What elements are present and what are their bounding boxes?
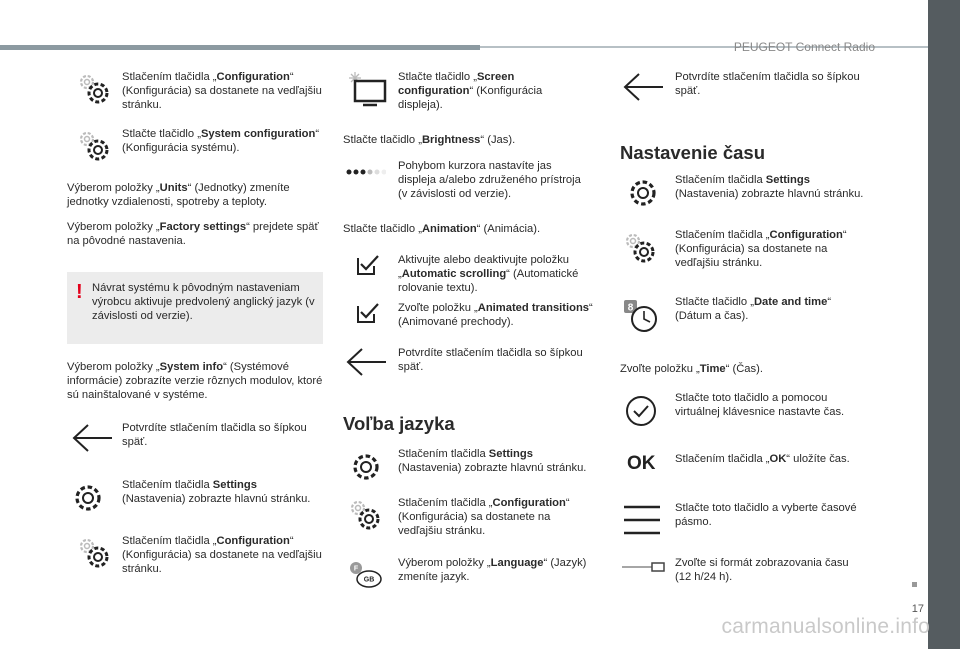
- instruction-configuration: Stlačením tlačidla „Configuration“ (Konfigurácia) sa dostanete na vedľajšiu stránku.: [122, 71, 322, 111]
- language-flag-icon: [347, 560, 385, 590]
- instruction-settings: Stlačením tlačidla Settings (Nastavenia) zobrazte hlavnú stránku.: [122, 479, 311, 505]
- instruction-time-format: Zvoľte si formát zobrazovania času (12 h/24 h).: [675, 557, 849, 583]
- screen-brightness-icon: [345, 70, 387, 108]
- instruction-brightness-cursor: Pohybom kurzora nastavíte jas displeja a/alebo združeného prístroja (v závislosti od verzie).: [398, 160, 581, 200]
- running-header-title: PEUGEOT Connect Radio: [733, 40, 875, 54]
- paragraph-factory-settings: Výberom položky „Factory settings“ prejdete späť na pôvodné nastavenia.: [67, 221, 319, 247]
- instruction-system-configuration: Stlačte tlačidlo „System configuration“ (Konfigurácia systému).: [122, 128, 320, 154]
- instruction-back-3: Potvrdíte stlačením tlačidla so šípkou späť.: [675, 71, 860, 97]
- instruction-save-time: Stlačením tlačidla „OK“ uložíte čas.: [675, 453, 850, 465]
- paragraph-brightness: Stlačte tlačidlo „Brightness“ (Jas).: [343, 134, 516, 146]
- configuration-gears-icon-4: [622, 230, 658, 266]
- warning-note-text: Návrat systému k pôvodným nastaveniam výrobcu aktivuje predvolený anglický jazyk (v závislosti od verzie).: [92, 282, 315, 322]
- instruction-animated-transitions: Zvoľte položku „Animated transitions“ (Animované prechody).: [398, 302, 593, 328]
- settings-gear-icon: [70, 480, 106, 516]
- paragraph-time: Zvoľte položku „Time“ (Čas).: [620, 363, 763, 375]
- checkbox-checked-icon-2: [356, 302, 380, 324]
- brightness-slider-icon: [346, 166, 386, 178]
- warning-exclamation-icon: !: [76, 281, 83, 303]
- date-time-clock-icon: [622, 298, 662, 334]
- watermark: carmanualsonline.info: [721, 615, 930, 638]
- heading-time-setting: Nastavenie času: [620, 142, 766, 163]
- system-configuration-gears-icon: [76, 128, 112, 164]
- back-arrow-icon: [70, 423, 114, 453]
- settings-gear-icon-3: [625, 175, 661, 211]
- heading-language: Voľba jazyka: [343, 413, 455, 434]
- instruction-configuration-2: Stlačením tlačidla „Configuration“ (Konfigurácia) sa dostanete na vedľajšiu stránku.: [122, 535, 322, 575]
- page-side-strip: [928, 0, 960, 649]
- warning-note: [67, 272, 323, 344]
- ok-button-icon: OK: [627, 453, 656, 474]
- date-badge-number: 8: [627, 302, 634, 314]
- instruction-back: Potvrdíte stlačením tlačidla so šípkou späť.: [122, 422, 307, 448]
- instruction-language: Výberom položky „Language“ (Jazyk) zmeníte jazyk.: [398, 557, 587, 583]
- back-arrow-icon-3: [621, 72, 665, 102]
- language-icon-gb: GB: [363, 576, 375, 584]
- configuration-gears-icon-2: [76, 535, 112, 571]
- language-icon-f: F: [353, 565, 359, 573]
- instruction-configuration-4: Stlačením tlačidla „Configuration“ (Konfigurácia) sa dostanete na vedľajšiu stránku.: [675, 229, 847, 269]
- header-accent-bar: [0, 45, 480, 50]
- back-arrow-icon-2: [344, 347, 388, 377]
- checkbox-checked-icon: [356, 254, 380, 276]
- instruction-settings-2: Stlačením tlačidla Settings (Nastavenia) zobrazte hlavnú stránku.: [398, 448, 587, 474]
- configuration-gears-icon: [76, 71, 112, 107]
- instruction-screen-configuration: Stlačte tlačidlo „Screen configuration“ (Konfigurácia displeja).: [398, 71, 543, 111]
- instruction-configuration-3: Stlačením tlačidla „Configuration“ (Konfigurácia) sa dostanete na vedľajšiu stránku.: [398, 497, 570, 537]
- instruction-virtual-keyboard: Stlačte toto tlačidlo a pomocou virtuálnej klávesnice nastavte čas.: [675, 392, 845, 418]
- instruction-automatic-scrolling: Aktivujte alebo deaktivujte položku „Automatic scrolling“ (Automatické rolovanie textu).: [398, 254, 579, 294]
- page-number: 17: [911, 603, 924, 615]
- instruction-settings-3: Stlačením tlačidla Settings (Nastavenia) zobrazte hlavnú stránku.: [675, 174, 864, 200]
- confirm-checkmark-icon: [624, 394, 658, 428]
- page-marker: [912, 582, 917, 587]
- paragraph-animation: Stlačte tlačidlo „Animation“ (Animácia).: [343, 223, 541, 235]
- paragraph-system-info: Výberom položky „System info“ (Systémové informácie) zobrazíte verzie rôznych modulov, ktoré sú nainštalované v systéme.: [67, 361, 323, 401]
- configuration-gears-icon-3: [347, 497, 383, 533]
- paragraph-units: Výberom položky „Units“ (Jednotky) zmeníte jednotky vzdialenosti, spotreby a teploty.: [67, 182, 290, 208]
- instruction-date-and-time: Stlačte tlačidlo „Date and time“ (Dátum a čas).: [675, 296, 832, 322]
- instruction-back-2: Potvrdíte stlačením tlačidla so šípkou späť.: [398, 347, 583, 373]
- menu-list-icon: [622, 503, 662, 537]
- instruction-time-zone: Stlačte toto tlačidlo a vyberte časové pásmo.: [675, 502, 857, 528]
- toggle-switch-icon: [622, 560, 666, 574]
- settings-gear-icon-2: [348, 449, 384, 485]
